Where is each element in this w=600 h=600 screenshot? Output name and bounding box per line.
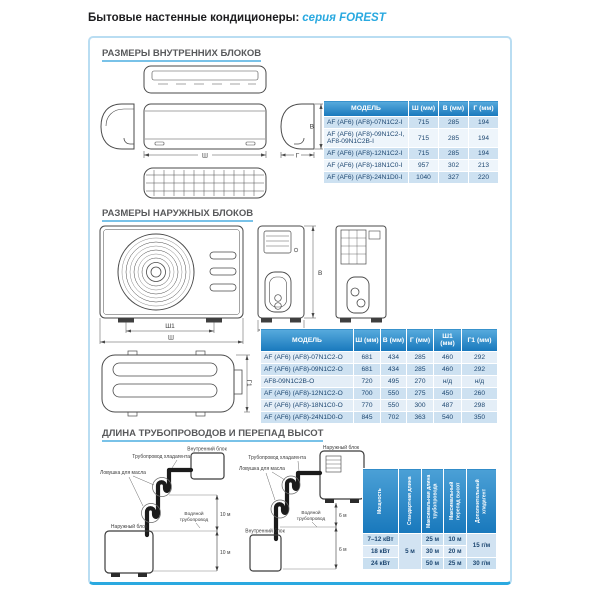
height-dim-bottom: 10 м [220,550,231,556]
cell: 681 [354,352,381,364]
cell: 302 [439,160,469,172]
cell-model: AF (AF6) (AF8)-09N1C2-O [261,364,354,376]
cell: 285 [407,364,434,376]
cell: 25 м [422,534,444,546]
piping-spec-table [362,468,497,570]
page-title-text: Бытовые настенные кондиционеры: [88,12,300,24]
cell-model: AF (AF6) (AF8)-18N1C0-I [324,160,409,172]
column-header: Ш (мм) [409,101,439,117]
cell-model: AF (AF6) (AF8)-07N1C2-I [324,117,409,129]
indoor-depth-label: Г [295,152,300,160]
outdoor-d1-label: Г1 [245,379,252,387]
indoor-dimensions-table [323,100,499,184]
column-header: Дополнительный хладагент [467,469,497,534]
page-title [88,12,386,24]
content-frame [88,36,512,585]
cell-model: AF (AF6) (AF8)-07N1C2-O [261,352,354,364]
cell: 285 [439,129,469,148]
cell: 715 [409,148,439,160]
column-header: Максимальный перепад высот [444,469,467,534]
cell: 845 [354,412,381,424]
height-dim-top: 6 м [339,513,347,519]
cell-model: AF (AF6) (AF8)-18N1C0-O [261,400,354,412]
outdoor-front-view [100,226,243,323]
column-header: МОДЕЛЬ [261,329,354,352]
cell: 350 [462,412,498,424]
cell-model: AF (AF6) (AF8)-12N1C2-I [324,148,409,160]
cell: н/д [462,376,498,388]
cell: 540 [434,412,462,424]
cell: 1040 [409,172,439,184]
table-row [261,352,498,364]
cell: 285 [407,352,434,364]
cell: 327 [439,172,469,184]
table-row [261,364,498,376]
table-row [363,558,497,570]
cell-standard-length: 5 м [399,534,422,570]
indoor-unit-shape [191,453,224,479]
section-title-piping: ДЛИНА ТРУБОПРОВОДОВ И ПЕРЕПАД ВЫСОТ [102,428,323,442]
indoor-width-label: Ш [202,152,208,160]
section-title-indoor: РАЗМЕРЫ ВНУТРЕННИХ БЛОКОВ [102,48,261,62]
cell: 681 [354,364,381,376]
cell-model: AF (AF6) (AF8)-24N1D0-I [324,172,409,184]
cell: 292 [462,364,498,376]
table-row [261,388,498,400]
indoor-bottom-view [144,168,266,198]
table-row [324,160,499,172]
cell: 298 [462,400,498,412]
cell: 270 [407,376,434,388]
cell: 30 м [422,546,444,558]
column-header: Г1 (мм) [462,329,498,352]
cell: 434 [381,352,407,364]
cell-power: 24 кВт [363,558,399,570]
cell: 292 [462,352,498,364]
cell-model: AF (AF6) (AF8)-12N1C2-O [261,388,354,400]
cell: 715 [409,117,439,129]
cell: 495 [381,376,407,388]
cell: 25 м [444,558,467,570]
table-row [324,172,499,184]
outdoor-unit-shape [320,451,364,499]
cell: 550 [381,388,407,400]
cell: 194 [469,148,499,160]
table-row [324,129,499,148]
cell: 260 [462,388,498,400]
cell-power: 18 кВт [363,546,399,558]
refrigerant-pipe-label: Трубопровод хладагента [132,454,190,460]
table-row [363,534,497,546]
cell: 715 [409,129,439,148]
riser-pipe-label-line1: Водяной [184,512,204,517]
cell: 300 [407,400,434,412]
refrigerant-pipe [147,470,191,535]
riser-pipe-label-line1: Водяной [301,511,321,516]
outdoor-top-view-drawing [98,346,253,428]
table-row [324,117,499,129]
column-header: В (мм) [381,329,407,352]
column-header: Стандартная длина [399,469,422,534]
indoor-unit-label: Внутренний блок [245,528,285,535]
cell-extra-refrigerant: 30 г/м [467,558,497,570]
cell: 434 [381,364,407,376]
outdoor-dimensions-table [260,328,498,424]
outdoor-h-dim [304,226,316,318]
series-name: серия FOREST [302,12,386,24]
oil-trap-label: Ловушка для масла [100,470,146,476]
refrigerant-pipe-label: Трубопровод хладагента [248,455,306,461]
cell: 957 [409,160,439,172]
table-header-row [261,329,498,352]
height-dim-top: 10 м [220,512,231,518]
cell-extra-refrigerant: 15 г/м [467,534,497,558]
column-header: Г (мм) [469,101,499,117]
cell: 285 [439,148,469,160]
cell: 700 [354,388,381,400]
outdoor-w-label: Ш [168,334,174,342]
oil-trap-label: Ловушка для масла [239,466,285,472]
cell: 487 [434,400,462,412]
cell-model: AF8-09N1C2B-O [261,376,354,388]
table-row [261,376,498,388]
column-header: Максимальная длина трубопровода [422,469,444,534]
cell: 770 [354,400,381,412]
cell: 702 [381,412,407,424]
column-header: МОДЕЛЬ [324,101,409,117]
riser-pipe-label-line2: трубопровод [179,518,209,523]
cell: 285 [439,117,469,129]
cell-model: AF (AF6) (AF8)-09N1C2-I, AF8-09N1C2B-I [324,129,409,148]
outdoor-side-view [258,226,304,323]
indoor-side-view-left [101,104,134,149]
indoor-top-view [144,66,266,93]
outdoor-w1-label: Ш1 [165,323,175,330]
column-header: Г (мм) [407,329,434,352]
riser-pipe-label-line2: трубопровод [296,517,326,522]
outdoor-unit-label: Наружный блок [322,445,360,451]
cell: 220 [469,172,499,184]
cell: 20 м [444,546,467,558]
section-title-outdoor: РАЗМЕРЫ НАРУЖНЫХ БЛОКОВ [102,208,253,222]
table-row [261,400,498,412]
cell: 450 [434,388,462,400]
cell: 275 [407,388,434,400]
cell: 10 м [444,534,467,546]
cell-power: 7–12 кВт [363,534,399,546]
cell: 194 [469,129,499,148]
table-header-row [324,101,499,117]
indoor-unit-drawings [98,62,326,202]
cell: 460 [434,352,462,364]
table-header-row [363,469,497,534]
cell: 213 [469,160,499,172]
cell: 194 [469,117,499,129]
cell: 550 [381,400,407,412]
column-header: Ш (мм) [354,329,381,352]
outdoor-unit-label: Наружный блок [110,524,148,530]
column-header: Ш1 (мм) [434,329,462,352]
piping-diagram-right [239,443,376,581]
column-header: В (мм) [439,101,469,117]
height-dim-bottom: 6 м [339,547,347,553]
outdoor-back-view [336,226,386,323]
cell: 363 [407,412,434,424]
cell: 50 м [422,558,444,570]
piping-diagram-left [93,443,241,581]
outdoor-unit-shape [105,531,153,573]
indoor-unit-label: Внутренний блок [187,446,227,453]
cell-model: AF (AF6) (AF8)-24N1D0-O [261,412,354,424]
column-header: Мощность [363,469,399,534]
cell: 460 [434,364,462,376]
table-row [324,148,499,160]
indoor-height-label: В [309,123,314,131]
cell: 720 [354,376,381,388]
cell: н/д [434,376,462,388]
outdoor-h-label: В [318,270,323,277]
indoor-front-view [144,104,266,149]
table-row [261,412,498,424]
